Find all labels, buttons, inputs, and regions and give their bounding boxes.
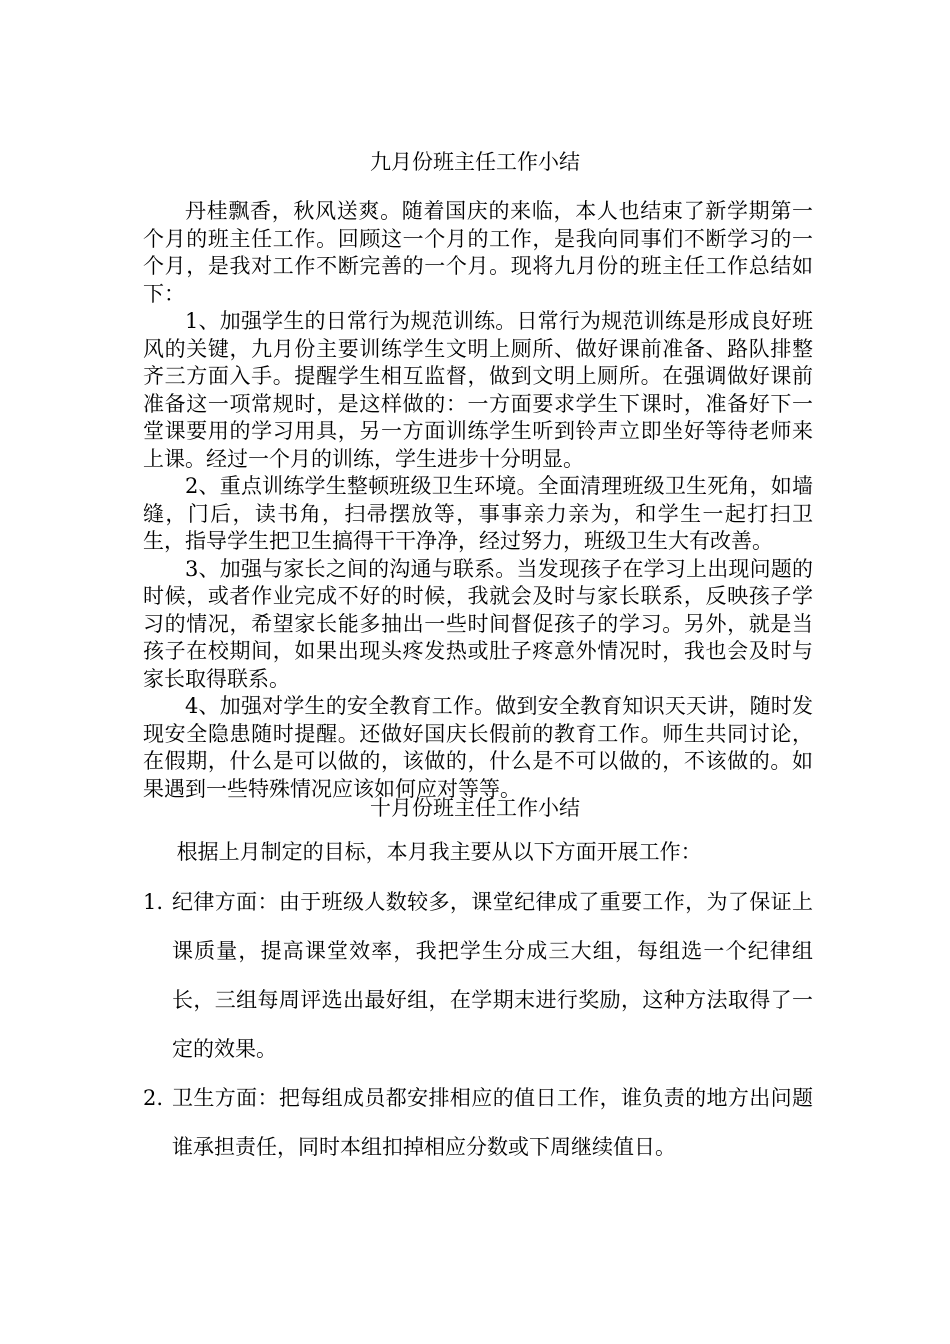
list-item-number: 2.	[143, 1086, 164, 1110]
list-item-text: 卫生方面：把每组成员都安排相应的值日工作，谁负责的地方出问题谁承担责任，同时本组扣掉相应分数或下周继续值日。	[172, 1086, 813, 1159]
october-list-item-hygiene	[143, 1074, 813, 1172]
section-title-october: 十月份班主任工作小结	[370, 796, 580, 820]
october-intro-paragraph: 根据上月制定的目标，本月我主要从以下方面开展工作：	[176, 840, 702, 864]
list-item-number: 1.	[143, 890, 164, 914]
september-point-3: 3、加强与家长之间的沟通与联系。当发现孩子在学习上出现问题的时候，或者作业完成不好的时候，我就会及时与家长联系，反映孩子学习的情况，希望家长能多抽出一些时间督促孩子的学习。另外，就是当孩子在校期间，如果出现头疼发热或肚子疼意外情况时，我也会及时与家长取得联系。	[143, 556, 813, 691]
september-point-1: 1、加强学生的日常行为规范训练。日常行为规范训练是形成良好班风的关键，九月份主要训练学生文明上厕所、做好课前准备、路队排整齐三方面入手。提醒学生相互监督，做到文明上厕所。在强调做好课前准备这一项常规时，是这样做的：一方面要求学生下课时，准备好下一堂课要用的学习用具，另一方面训练学生听到铃声立即坐好等待老师来上课。经过一个月的训练，学生进步十分明显。	[143, 309, 813, 471]
september-summary-body	[143, 198, 813, 803]
september-intro-paragraph: 丹桂飘香，秋风送爽。随着国庆的来临，本人也结束了新学期第一个月的班主任工作。回顾这一个月的工作，是我向同事们不断学习的一个月，是我对工作不断完善的一个月。现将九月份的班主任工作总结如下：	[143, 199, 813, 306]
september-point-2: 2、重点训练学生整顿班级卫生环境。全面清理班级卫生死角，如墙缝，门后，读书角，扫帚摆放等，事事亲力亲为，和学生一起打扫卫生，指导学生把卫生搞得干干净净，经过努力，班级卫生大有改善。	[143, 474, 813, 553]
list-item-text: 纪律方面：由于班级人数较多，课堂纪律成了重要工作，为了保证上课质量，提高课堂效率，我把学生分成三大组，每组选一个纪律组长，三组每周评选出最好组，在学期末进行奖励，这种方法取得了一定的效果。	[172, 890, 813, 1061]
september-point-4: 4、加强对学生的安全教育工作。做到安全教育知识天天讲，随时发现安全隐患随时提醒。还做好国庆长假前的教育工作。师生共同讨论，在假期，什么是可以做的，该做的，什么是不可以做的，不该做的。如果遇到一些特殊情况应该如何应对等等。	[143, 694, 813, 801]
section-title-september: 九月份班主任工作小结	[370, 150, 580, 174]
october-list-item-discipline	[143, 878, 813, 1074]
